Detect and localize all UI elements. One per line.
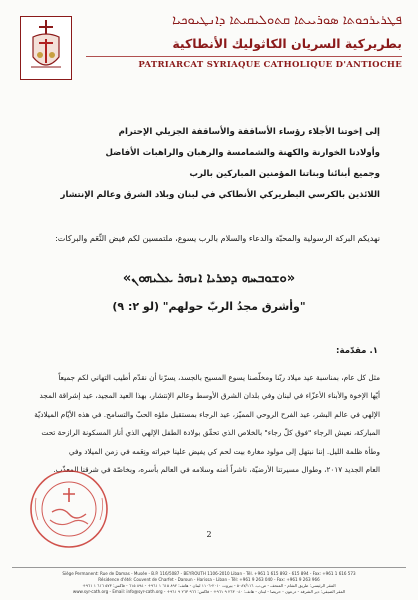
body-line: المباركة، نعيش الرجاء "فوق كلّ رجاء" بالخلاص الذي تحقّق بولادة الطفل الإلهي الذي أنار المسكونة الرازحة تحت bbox=[41, 428, 380, 438]
footer-address-ar-1: المقر الرئيسي: طريق الشام - المتحف - ص.ب. ٥٠٨٧/١١٦ - بيروت ٢٠١٠-١١٠٦ لبنان - هاتف: ٨٩٢ ٦١٥ ١ ٩٦١+ - ٨٩٤ ٦١٥ - فاكس: ٥٧٣ ٦١٦ ١ ٩٦١+ bbox=[82, 583, 336, 588]
body-line: مثل كل عام، بمناسبة عيد ميلاد ربّنا ومخلّصنا يسوع المسيح بالجسد، يسرّنا أن نقدّم أطيب التهاني لكم جميعاً bbox=[58, 373, 380, 382]
header-french-title: PATRIARCAT SYRIAQUE CATHOLIQUE D'ANTIOCHE bbox=[138, 60, 402, 70]
header-divider bbox=[86, 56, 402, 57]
patriarchate-coat-of-arms-icon bbox=[20, 16, 72, 80]
body-line: أيّها الإخوة والأبناء الأعزّاء في لبنان وفي بلدان الشرق الأوسط وعالم الإنتشار، بهذا العيد المجيد، عيد إشراقة المجد bbox=[39, 391, 380, 401]
header-syriac-title: ܦܛܪܝܪܟܘܬܐ ܣܘܪܝܝܬܐ ܩܬܘܠܝܩܝܬܐ ܕܐܢܛܝܘܟܝܐ bbox=[172, 13, 402, 28]
addressee-line: وأولادنا الخوارنة والكهنة والشمامسة والرهبان والراهبات الأفاضل bbox=[105, 148, 380, 158]
body-line: العام الجديد ٢٠١٧، وطوال مسيرتنا الأرضيّة، ناشراً أمنه وسلامه في العالم بأسره، وبخاصّة في شرقنا المعذّب. bbox=[53, 465, 380, 475]
section-heading: ١. مقدّمة: bbox=[336, 346, 378, 356]
body-line: وطأة ظلمة الليل. إننا نبتهل إلى مولود مغارة بيت لحم كي يفيض علينا خيراته ونِعَمه في زمن الميلاد وفي bbox=[68, 446, 380, 456]
footer-divider bbox=[12, 567, 406, 568]
addressee-line: إلى إخوتنا الأجلاء رؤساء الأساقفة والأساقفة الجزيلي الإحترام bbox=[118, 127, 380, 137]
header-arabic-title: بطريركية السريان الكاثوليك الأنطاكية bbox=[172, 36, 402, 51]
addressee-line: وجميع أبنائنا وبناتنا المؤمنين المباركين بالرب bbox=[189, 169, 380, 179]
addressees-block bbox=[38, 122, 380, 206]
footer-address-ar-2: المقر الصيفي: دير الشرفة - درعون - حريصا - لبنان - هاتف: ٠٤٠ ٢٦٣ ٩ ٩٦١+ - فاكس: ٩٦٦ ٢٦٣ ٩ ٩٦١+ - www.syr-cath.org - Email: info@syr-cath.org bbox=[72, 589, 346, 594]
greeting-line: نهديكم البركة الرسولية والمحبّة والدعاء والسلام بالرب يسوع، ملتمسين لكم فيض النِّعَم والبركات: bbox=[55, 233, 380, 243]
body-line: الإلهي في عالم البشر، عيد الفرح الروحي المميّز، عيد الرجاء بمستقبل ملؤه الحبّ والتسامح. في هذه الأيّام الميلاديّة bbox=[34, 409, 380, 419]
body-paragraph bbox=[32, 369, 380, 479]
quote-arabic: "وأشرق مجدُ الربّ حولهم" (لو ٢: ٩) bbox=[112, 300, 306, 313]
page-number: 2 bbox=[206, 530, 212, 539]
footer-address-fr-1: Siège Permanent: Rue de Damas - Musée - B.P. 116/5087 - BEYROUTH 1106-2010 Liban - Tél. +961 1 615 892 - 615 894 - Fax: +961 1 616 573 bbox=[62, 571, 356, 576]
footer-address-fr-2: Résidence d'été: Couvent de Charfet - Daroun - Harissa - Liban - Tél: +961 9 263 040 - Fax: +961 9 263 966 bbox=[98, 577, 320, 582]
addressee-line: اللائذين بالكرسي البطريركي الأنطاكي في لبنان وبلاد الشرق وعالم الإنتشار bbox=[60, 190, 380, 200]
quote-syriac: «ܘܫܘܒܚܗ ܕܡܪܝܐ ܐܢܗܪ ܥܠܝܗܘܢ» bbox=[122, 271, 296, 286]
